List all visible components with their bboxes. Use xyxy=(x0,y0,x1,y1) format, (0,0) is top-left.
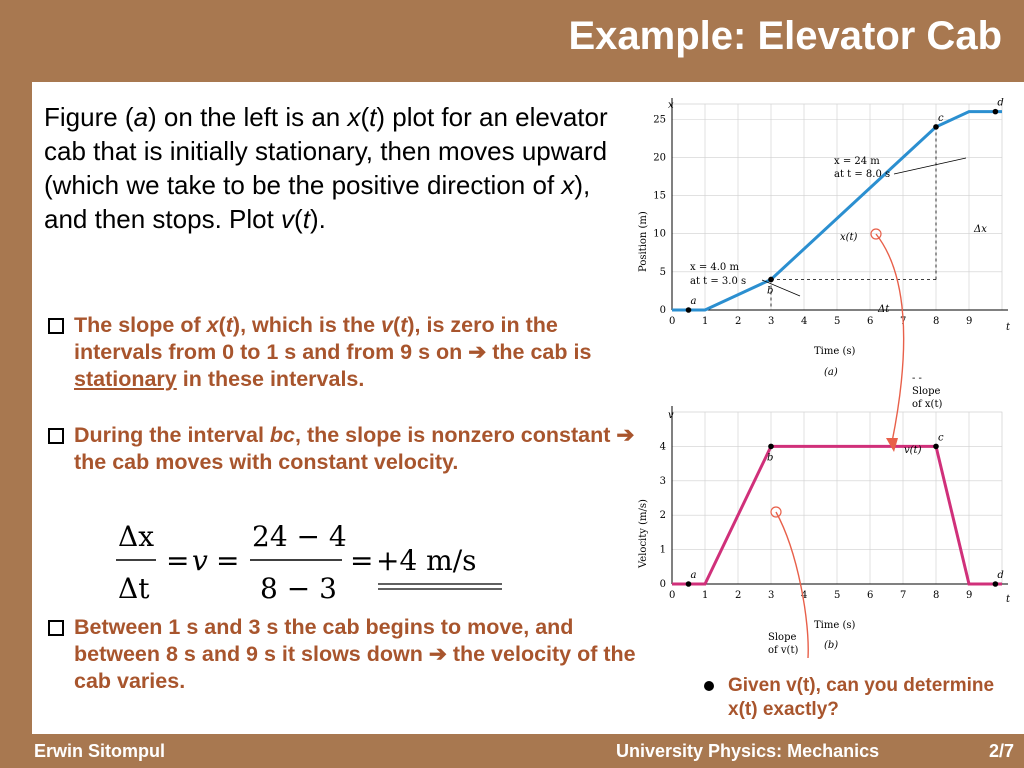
b-marker-b xyxy=(768,444,774,450)
formula-result: +4 m/s xyxy=(376,544,477,577)
b-ytick-label: 1 xyxy=(659,544,666,556)
anno-c-line1: x = 24 m xyxy=(834,156,880,167)
axis-symbol-t-b: t xyxy=(1006,594,1011,605)
a-marker-label-d: d xyxy=(997,97,1004,109)
right-arrow-icon: ➔ xyxy=(428,642,447,666)
a-xtick-label: 5 xyxy=(834,316,841,327)
a-xtick-label: 3 xyxy=(768,316,775,327)
elevator-graphs xyxy=(630,82,1024,682)
a-marker-label-b: b xyxy=(767,285,774,297)
b-xtick-label: 4 xyxy=(801,590,808,601)
b-ytick-label: 2 xyxy=(659,510,666,522)
b-marker-a xyxy=(686,581,692,587)
footer-course: University Physics: Mechanics xyxy=(616,741,880,761)
question-note: Given v(t), can you determine x(t) exactly? xyxy=(700,674,1000,722)
a-ytick-label: 25 xyxy=(653,114,666,126)
curve-label-v-t: v(t) xyxy=(904,445,922,456)
b-xtick-label: 0 xyxy=(669,590,676,601)
anno-delta-x: Δx xyxy=(974,224,987,235)
b-xtick-label: 2 xyxy=(735,590,742,601)
formula-den-dt: Δt xyxy=(118,572,150,605)
a-xtick-label: 4 xyxy=(801,316,808,327)
b-marker-label-d: d xyxy=(997,570,1004,581)
bullet-velocity-varies: Between 1 s and 3 s the cab begins to move, and between 8 s and 9 s it slows down ➔ the velocity of the cab varies. xyxy=(46,614,636,695)
footer-author: Erwin Sitompul xyxy=(34,741,166,761)
round-bullet-icon xyxy=(704,681,714,691)
a-marker-d xyxy=(993,109,999,115)
a-ytick-label: 0 xyxy=(659,305,666,316)
right-arrow-icon: ➔ xyxy=(468,340,487,364)
velocity-formula xyxy=(110,514,510,614)
formula-v: v xyxy=(192,544,208,577)
slide-content xyxy=(32,82,1024,734)
anno-delta-t: Δt xyxy=(878,304,890,315)
formula-num-dx: Δx xyxy=(118,520,155,553)
b-xtick-label: 6 xyxy=(867,590,874,601)
b-ytick-label: 0 xyxy=(659,579,666,590)
a-marker-c xyxy=(933,124,939,130)
formula-eq1: = xyxy=(166,544,190,577)
a-marker-label-a: a xyxy=(690,296,697,307)
intro-paragraph: Figure (a) on the left is an x(t) plot for an elevator cab that is initially stationary, then moves upward (which we take to be the positive direction of x), and then stops. Plot v(t). xyxy=(44,102,608,234)
b-marker-label-c: c xyxy=(938,432,944,444)
b-ytick-label: 4 xyxy=(659,441,666,453)
b-marker-label-b: b xyxy=(767,452,774,464)
slope-label-a-2: of x(t) xyxy=(912,399,943,410)
ylabel-a: Position (m) xyxy=(638,211,649,272)
curve-label-x-t: x(t) xyxy=(840,232,858,243)
formula-eq3: = xyxy=(350,544,374,577)
formula-num2: 24 − 4 xyxy=(252,520,347,553)
slope-dash: - - xyxy=(912,373,922,384)
slope-label-a-1: Slope xyxy=(912,386,941,397)
anno-c-line2: at t = 8.0 s xyxy=(834,169,891,180)
xlabel-a: Time (s) xyxy=(814,346,856,357)
a-marker-label-c: c xyxy=(938,112,944,124)
axis-symbol-v-b: v xyxy=(668,410,674,421)
right-arrow-icon: ➔ xyxy=(616,423,635,447)
b-ytick-label: 3 xyxy=(659,475,666,487)
b-xtick-label: 9 xyxy=(966,590,973,601)
a-ytick-label: 20 xyxy=(653,152,666,164)
a-marker-b xyxy=(768,277,774,283)
xlabel-b: Time (s) xyxy=(814,620,856,631)
formula-eq2: = xyxy=(216,544,240,577)
a-xtick-label: 9 xyxy=(966,316,973,327)
a-xtick-label: 7 xyxy=(900,316,907,327)
formula-den2: 8 − 3 xyxy=(260,572,337,605)
a-xtick-label: 1 xyxy=(702,316,709,327)
page-number: 2/7 xyxy=(988,741,1014,761)
a-xtick-label: 8 xyxy=(933,316,940,327)
a-xtick-label: 0 xyxy=(669,316,676,327)
slide-title: Example: Elevator Cab xyxy=(568,14,1002,58)
b-marker-label-a: a xyxy=(690,570,697,581)
a-ytick-label: 15 xyxy=(653,190,666,202)
panel-label-b: (b) xyxy=(824,640,839,651)
ylabel-b: Velocity (m/s) xyxy=(638,499,649,568)
square-bullet-icon xyxy=(48,620,64,636)
b-xtick-label: 5 xyxy=(834,590,841,601)
anno-b-line1: x = 4.0 m xyxy=(690,262,739,273)
square-bullet-icon xyxy=(48,428,64,444)
bullet-constant-slope: During the interval bc, the slope is nonzero constant ➔ the cab moves with constant velocity. xyxy=(46,422,636,476)
a-xtick-label: 6 xyxy=(867,316,874,327)
b-marker-d xyxy=(993,581,999,587)
panel-label-a: (a) xyxy=(824,367,838,378)
a-ytick-label: 5 xyxy=(659,266,666,278)
b-xtick-label: 7 xyxy=(900,590,907,601)
anno-b-line2: at t = 3.0 s xyxy=(690,276,747,287)
a-xtick-label: 2 xyxy=(735,316,742,327)
b-xtick-label: 3 xyxy=(768,590,775,601)
grid-b xyxy=(672,412,1002,584)
a-ytick-label: 10 xyxy=(653,228,666,240)
slope-label-b-2: of v(t) xyxy=(768,645,799,656)
slope-label-b-1: Slope xyxy=(768,632,797,643)
square-bullet-icon xyxy=(48,318,64,334)
a-marker-a xyxy=(686,307,692,313)
axis-symbol-x-a: x xyxy=(668,100,674,111)
b-marker-c xyxy=(933,444,939,450)
b-xtick-label: 8 xyxy=(933,590,940,601)
axis-symbol-t-a: t xyxy=(1006,322,1011,333)
bullet-slope-zero: The slope of x(t), which is the v(t), is zero in the intervals from 0 to 1 s and from 9 s on ➔ the cab is stationary in these intervals. xyxy=(46,312,636,393)
b-xtick-label: 1 xyxy=(702,590,709,601)
